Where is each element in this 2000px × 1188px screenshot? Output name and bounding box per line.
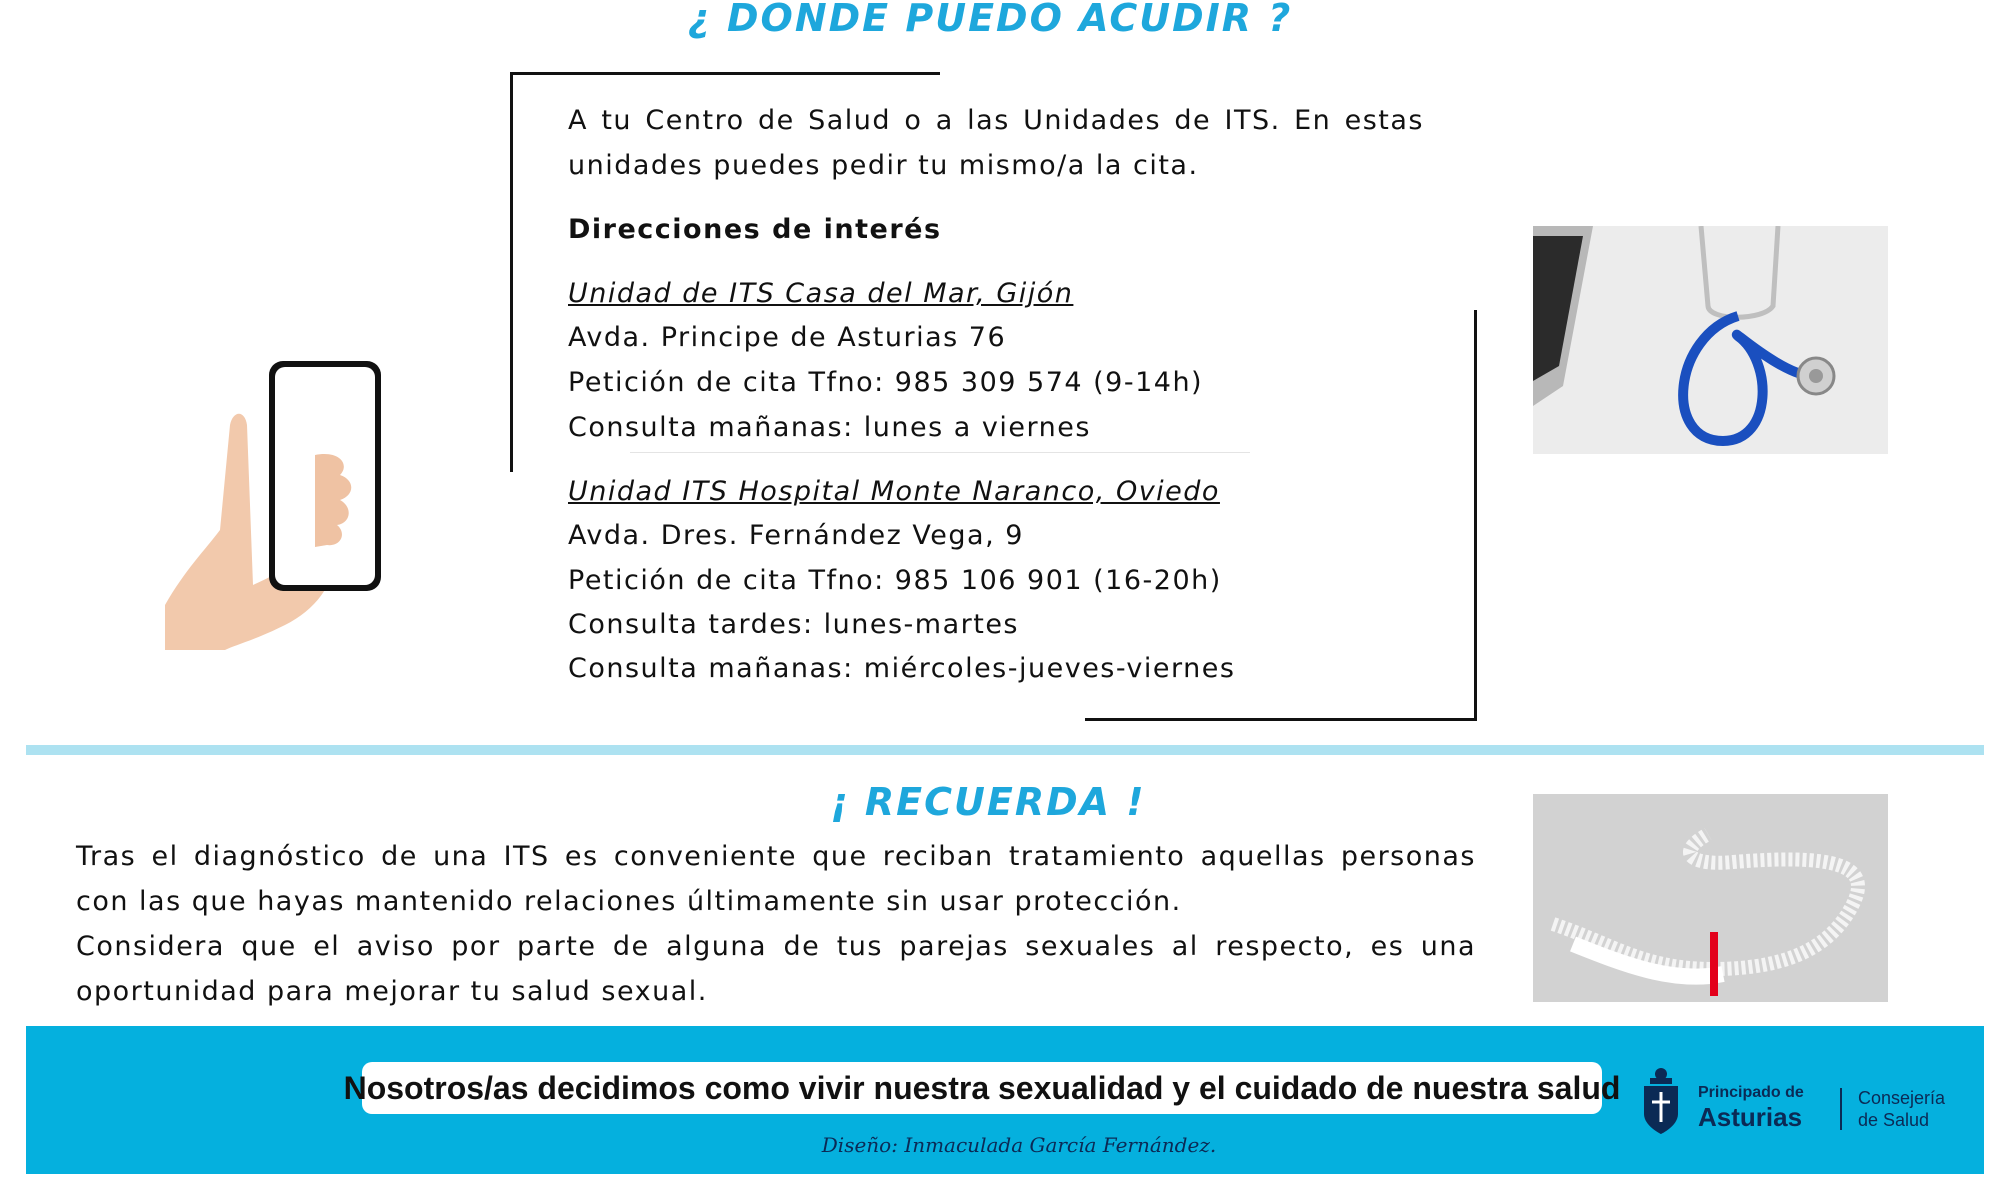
slogan-box xyxy=(343,1062,1621,1114)
design-credit: Diseño: Inmaculada García Fernández. xyxy=(821,1133,1217,1157)
remember-paragraph-2: Considera que el aviso por parte de alguna de tus parejas sexuales al respecto, es una oportunidad para mejorar tu salud sexual. xyxy=(76,931,1476,1007)
unit2-hours-morning: Consulta mañanas: miércoles-jueves-viernes xyxy=(568,653,1236,684)
remember-heading: ¡ RECUERDA ! xyxy=(830,780,1146,824)
unit2-hours-afternoon: Consulta tardes: lunes-martes xyxy=(568,609,1019,640)
frame-top-line xyxy=(510,72,940,75)
frame-left-line xyxy=(510,72,513,472)
unit1-hours: Consulta mañanas: lunes a viernes xyxy=(568,412,1091,443)
stethoscope-laptop-photo xyxy=(1533,226,1888,454)
slogan-text: Nosotros/as decidimos como vivir nuestra sexualidad y el cuidado de nuestra salud xyxy=(343,1069,1621,1106)
unit1-address: Avda. Principe de Asturias 76 xyxy=(568,322,1007,353)
asturias-logo xyxy=(1640,1066,1960,1136)
hand-holding-phone-icon xyxy=(165,355,405,650)
logo-line-2: Asturias xyxy=(1698,1102,1803,1132)
directions-title: Direcciones de interés xyxy=(568,214,942,245)
unit1-phone: Petición de cita Tfno: 985 309 574 (9-14h) xyxy=(568,367,1204,398)
dept-line-2: de Salud xyxy=(1858,1110,1930,1130)
frame-divider xyxy=(630,452,1250,453)
unit2-phone: Petición de cita Tfno: 985 106 901 (16-20h) xyxy=(568,565,1222,596)
where-heading: ¿ DONDE PUEDO ACUDIR ? xyxy=(687,0,1293,40)
unit1-name: Unidad de ITS Casa del Mar, Gijón xyxy=(568,278,1074,309)
logo-line-1: Principado de xyxy=(1698,1084,1804,1101)
unit2-name: Unidad ITS Hospital Monte Naranco, Oviedo xyxy=(568,476,1220,507)
unit2-address: Avda. Dres. Fernández Vega, 9 xyxy=(568,520,1024,551)
frame-bottom-line xyxy=(1085,718,1477,721)
asturias-shield-icon xyxy=(1640,1066,1682,1136)
section-separator xyxy=(26,745,1984,755)
domino-photo xyxy=(1533,794,1888,1002)
logo-divider xyxy=(1840,1088,1842,1130)
frame-right-line xyxy=(1474,310,1477,720)
intro-text: A tu Centro de Salud o a las Unidades de ITS. En estas unidades puedes pedir tu mismo/a la cita. xyxy=(568,105,1424,181)
remember-paragraph-1: Tras el diagnóstico de una ITS es conveniente que reciban tratamiento aquellas personas con las que hayas mantenido relaciones últimamente sin usar protección. xyxy=(76,841,1476,917)
dept-line-1: Consejería xyxy=(1858,1088,1946,1108)
